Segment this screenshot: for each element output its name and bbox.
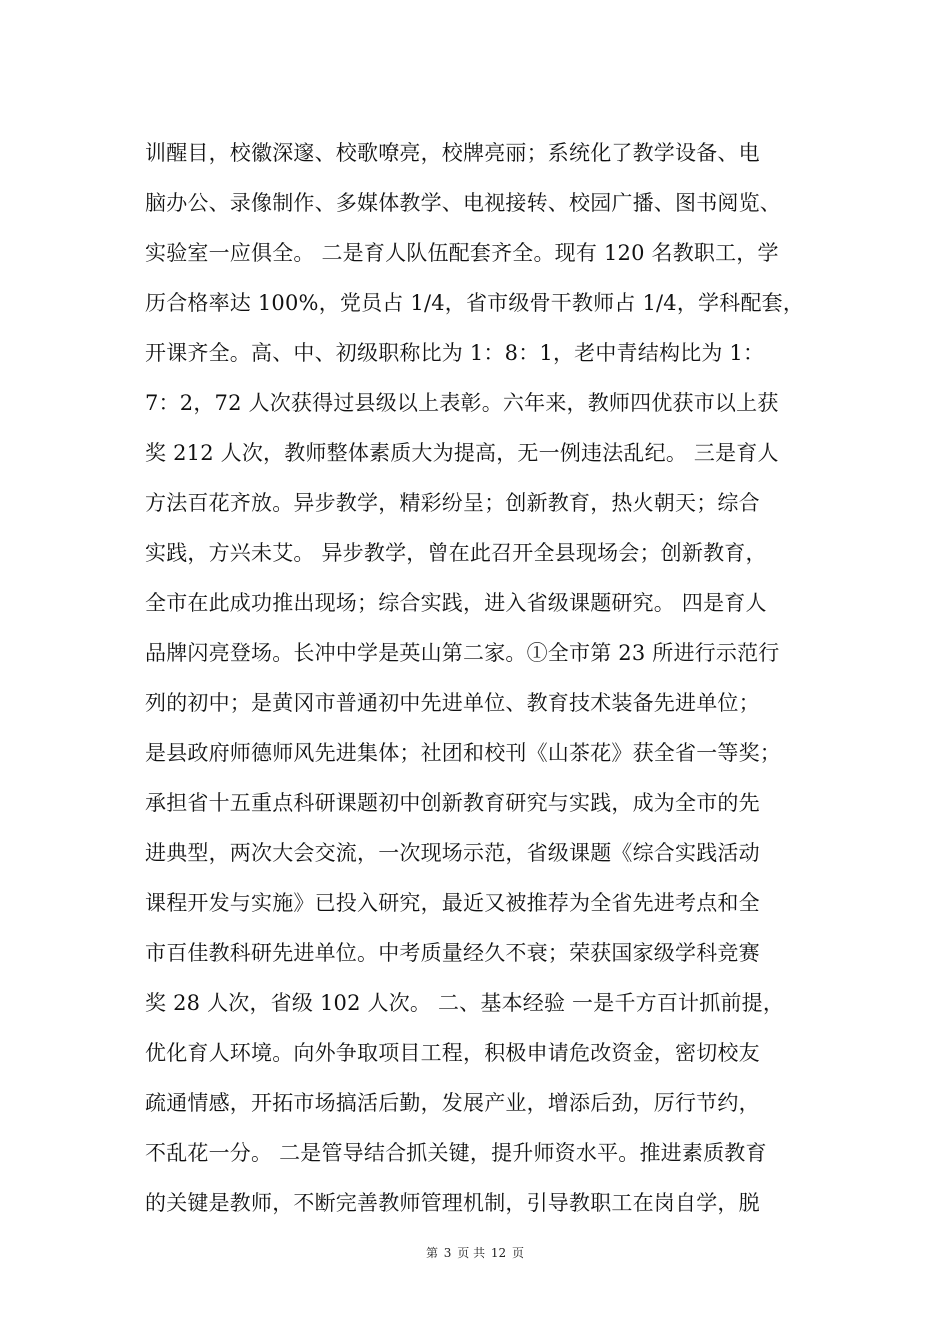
footer-prefix: 第 (425, 1246, 438, 1260)
text-line: 不乱花一分。 二是管导结合抓关键，提升师资水平。推进素质教育 (145, 1141, 767, 1165)
footer-total-pages: 12 (490, 1246, 507, 1260)
text-line: 是县政府师德师风先进集体；社团和校刊《山茶花》获全省一等奖； (145, 741, 781, 765)
footer-current-page: 3 (443, 1246, 452, 1260)
text-line: 承担省十五重点科研课题初中创新教育研究与实践，成为全市的先 (145, 791, 760, 815)
footer-middle: 页 共 (457, 1246, 486, 1260)
text-line: 列的初中；是黄冈市普通初中先进单位、教育技术装备先进单位； (145, 691, 760, 715)
text-line: 品牌闪亮登场。长冲中学是英山第二家。①全市第 23 所进行示范行 (145, 641, 780, 665)
text-line: 脑办公、录像制作、多媒体教学、电视接转、校园广播、图书阅览、 (145, 191, 781, 215)
text-line: 全市在此成功推出现场；综合实践，进入省级课题研究。 四是育人 (145, 591, 767, 615)
text-line: 历合格率达 100%，党员占 1/4，省市级骨干教师占 1/4，学科配套， (145, 291, 805, 315)
text-line: 优化育人环境。向外争取项目工程，积极申请危改资金，密切校友 (145, 1041, 760, 1065)
page-footer (0, 1245, 950, 1261)
text-line: 课程开发与实施》已投入研究，最近又被推荐为全省先进考点和全 (145, 891, 760, 915)
text-line: 进典型，两次大会交流，一次现场示范，省级课题《综合实践活动 (145, 841, 760, 865)
text-line: 实践，方兴未艾。 异步教学，曾在此召开全县现场会；创新教育， (145, 541, 767, 565)
text-line: 方法百花齐放。异步教学，精彩纷呈；创新教育，热火朝天；综合 (145, 491, 760, 515)
text-line: 奖 28 人次，省级 102 人次。 二、基本经验 一是千方百计抓前提， (145, 991, 785, 1015)
text-line: 开课齐全。高、中、初级职称比为 1：8：1，老中青结构比为 1： (145, 341, 765, 365)
text-line: 疏通情感，开拓市场搞活后勤，发展产业，增添后劲，厉行节约， (145, 1091, 760, 1115)
text-line: 7：2，72 人次获得过县级以上表彰。六年来，教师四优获市以上获 (145, 391, 779, 415)
text-line: 的关键是教师，不断完善教师管理机制，引导教职工在岗自学，脱 (145, 1191, 760, 1215)
text-line: 训醒目，校徽深邃、校歌嘹亮，校牌亮丽；系统化了教学设备、电 (145, 141, 760, 165)
text-line: 实验室一应俱全。 二是育人队伍配套齐全。现有 120 名教职工，学 (145, 241, 779, 265)
text-line: 市百佳教科研先进单位。中考质量经久不衰；荣获国家级学科竞赛 (145, 941, 760, 965)
body-text (145, 128, 825, 1228)
text-line: 奖 212 人次，教师整体素质大为提高，无一例违法乱纪。 三是育人 (145, 441, 779, 465)
footer-suffix: 页 (512, 1246, 525, 1260)
